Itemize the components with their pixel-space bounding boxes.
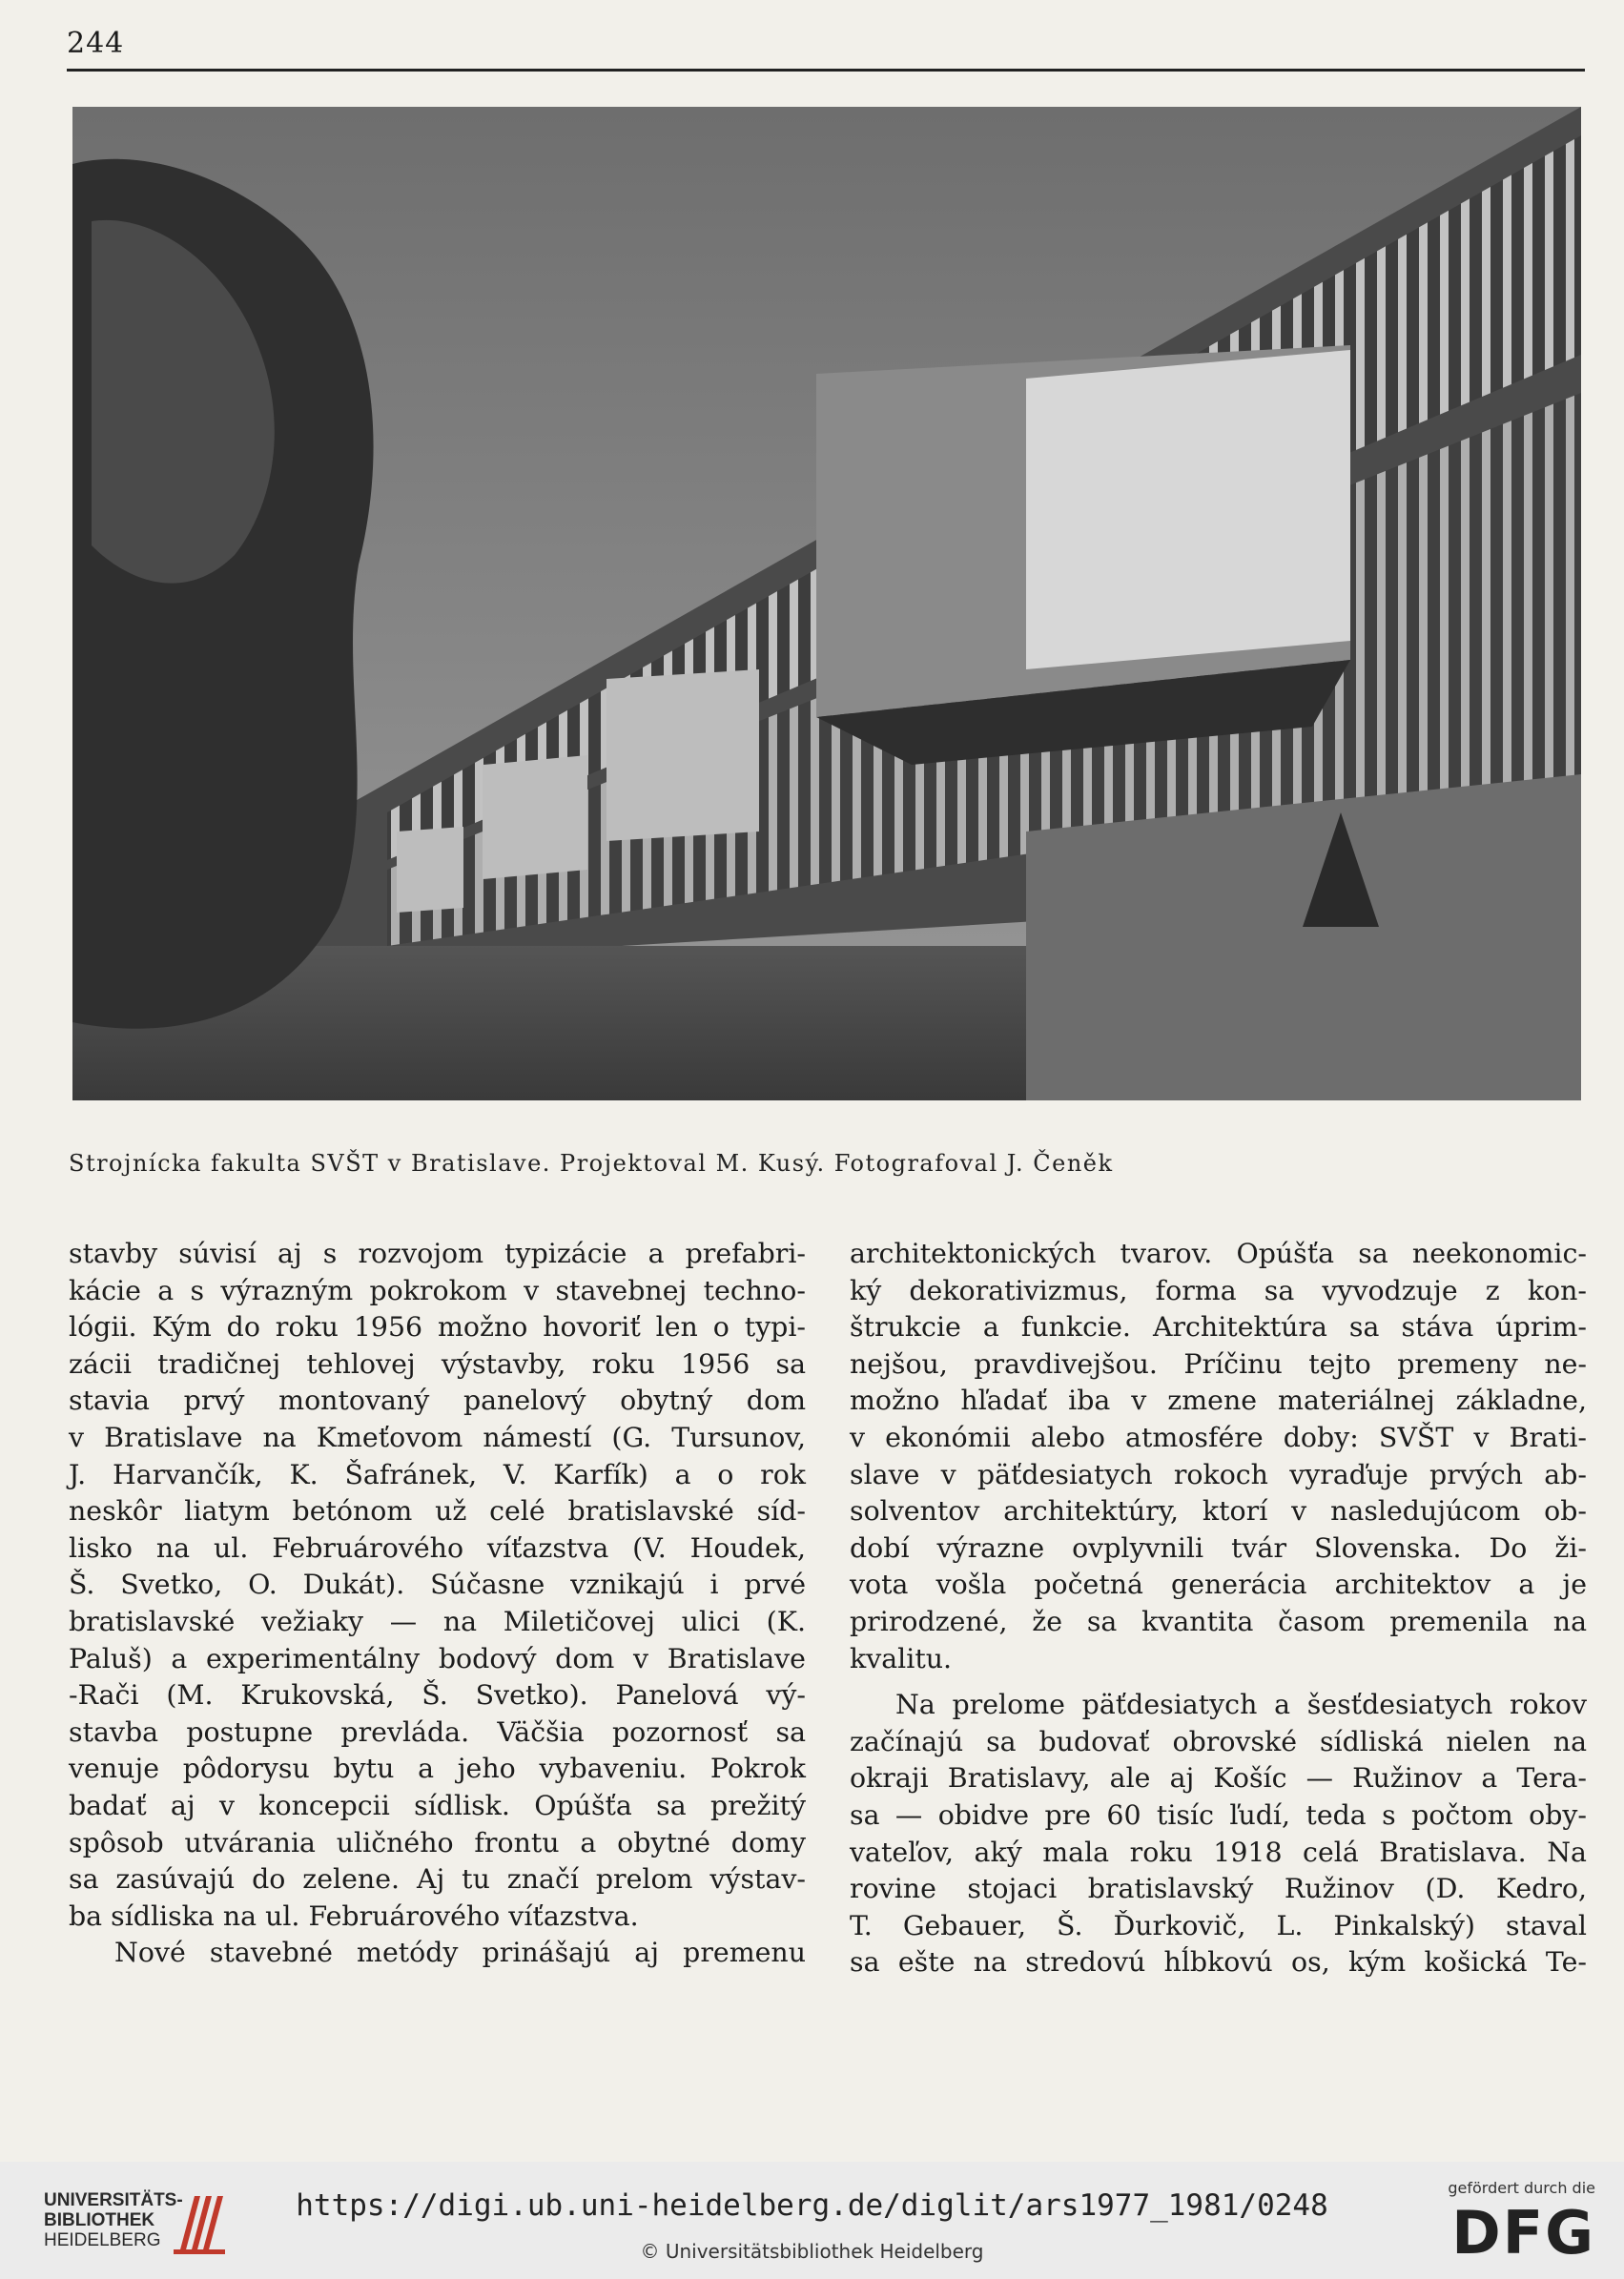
text-line: v Bratislave na Kmeťovom námestí (G. Tursunov, bbox=[69, 1421, 806, 1453]
text-line: neskôr liatym betónom už celé bratislavské síd- bbox=[69, 1495, 806, 1528]
text-line: nejšou, pravdivejšou. Príčinu tejto premeny ne- bbox=[850, 1347, 1587, 1380]
text-line: zácii tradičnej tehlovej výstavby, roku 1956 sa bbox=[69, 1347, 806, 1380]
text-line: dobí výrazne ovplyvnili tvár Slovenska. Do ži- bbox=[850, 1531, 1587, 1564]
text-line: badať aj v koncepcii sídlisk. Opúšťa sa prežitý bbox=[69, 1789, 806, 1821]
text-line: venuje pôdorysu bytu a jeho vybaveniu. Pokrok bbox=[69, 1753, 806, 1785]
text-line: v ekonómii alebo atmosfére doby: SVŠT v Brati- bbox=[850, 1421, 1587, 1453]
funding-note: gefördert durch die bbox=[1448, 2179, 1595, 2197]
right-text-column bbox=[850, 1236, 1587, 1981]
text-line: Š. Svetko, O. Dukát). Súčasne vznikajú i prvé bbox=[69, 1569, 806, 1601]
copyright-notice: © Universitätsbibliothek Heidelberg bbox=[640, 2240, 984, 2263]
text-line: vota vošla početná generácia architektov a je bbox=[850, 1569, 1587, 1601]
library-name-line1: UNIVERSITÄTS- bbox=[44, 2190, 183, 2210]
left-text-column bbox=[69, 1236, 806, 1972]
dfg-logo[interactable]: DFG bbox=[1451, 2198, 1595, 2268]
text-line: prirodzené, že sa kvantita časom premenila na bbox=[850, 1605, 1587, 1637]
library-name-line2: BIBLIOTHEK bbox=[44, 2210, 155, 2230]
text-line: bratislavské vežiaky — na Miletičovej ulici (K. bbox=[69, 1605, 806, 1637]
photo-caption: Strojnícka fakulta SVŠT v Bratislave. Projektoval M. Kusý. Fotografoval J. Čeněk bbox=[69, 1150, 1114, 1177]
text-line: okraji Bratislavy, ale aj Košíc — Ružinov a Tera- bbox=[850, 1762, 1587, 1795]
text-line: kvalitu. bbox=[850, 1642, 953, 1674]
text-line: začínajú sa budovať obrovské sídliská nielen na bbox=[850, 1725, 1587, 1757]
text-line: štrukcie a funkcie. Architektúra sa stáva úprim- bbox=[850, 1311, 1587, 1344]
page-number: 244 bbox=[67, 27, 125, 60]
header-rule bbox=[67, 69, 1585, 72]
text-line: stavia prvý montovaný panelový obytný dom bbox=[69, 1385, 806, 1417]
text-line: slave v päťdesiatych rokoch vyraďuje prvých ab- bbox=[850, 1458, 1587, 1490]
text-line: Na prelome päťdesiatych a šesťdesiatych rokov bbox=[895, 1689, 1587, 1721]
source-url-link[interactable]: https://digi.ub.uni-heidelberg.de/diglit/ars1977_1981/0248 bbox=[296, 2188, 1328, 2223]
text-line: sa zasúvajú do zelene. Aj tu značí prelom výstav- bbox=[69, 1863, 806, 1896]
text-line: stavba postupne prevláda. Väčšia pozornosť sa bbox=[69, 1715, 806, 1748]
text-line: lógii. Kým do roku 1956 možno hovoriť len o typi- bbox=[69, 1311, 806, 1344]
text-line: možno hľadať iba v zmene materiálnej základne, bbox=[850, 1385, 1587, 1417]
text-line: sa — obidve pre 60 tisíc ľudí, teda s počtom oby- bbox=[850, 1798, 1587, 1831]
photo-illustration bbox=[72, 107, 1581, 1100]
digitization-footer bbox=[0, 2162, 1624, 2279]
text-line: J. Harvančík, K. Šafránek, V. Karfík) a o rok bbox=[69, 1458, 806, 1490]
text-line: rovine stojaci bratislavský Ružinov (D. Kedro, bbox=[850, 1873, 1587, 1905]
library-name-line3: HEIDELBERG bbox=[44, 2230, 161, 2250]
text-line: T. Gebauer, Š. Ďurkovič, L. Pinkalský) staval bbox=[850, 1909, 1587, 1941]
text-line: kácie a s výrazným pokrokom v stavebnej techno- bbox=[69, 1274, 806, 1306]
text-line: -Rači (M. Krukovská, Š. Svetko). Panelová vý- bbox=[69, 1679, 806, 1712]
text-line: lisko na ul. Februárového víťazstva (V. Houdek, bbox=[69, 1531, 806, 1564]
text-line: solventov architektúry, ktorí v nasledujúcom ob- bbox=[850, 1495, 1587, 1528]
text-line: ký dekorativizmus, forma sa vyvodzuje z kon- bbox=[850, 1274, 1587, 1306]
text-line: stavby súvisí aj s rozvojom typizácie a prefabri- bbox=[69, 1238, 806, 1269]
paragraph-gap bbox=[850, 1677, 1587, 1687]
text-line: Paluš) a experimentálny bodový dom v Bratislave bbox=[69, 1642, 806, 1674]
text-line: sa ešte na stredovú hĺbkovú os, kým košická Te- bbox=[850, 1946, 1587, 1979]
text-line: architektonických tvarov. Opúšťa sa neekonomic- bbox=[850, 1238, 1587, 1269]
building-photograph bbox=[72, 107, 1581, 1100]
text-line: spôsob utvárania uličného frontu a obytné domy bbox=[69, 1826, 806, 1858]
text-line: Nové stavebné metódy prinášajú aj premenu bbox=[114, 1937, 806, 1969]
text-line: ba sídliska na ul. Februárového víťazstva. bbox=[69, 1899, 639, 1932]
text-line: vateľov, aký mala roku 1918 celá Bratislava. Na bbox=[850, 1836, 1587, 1868]
